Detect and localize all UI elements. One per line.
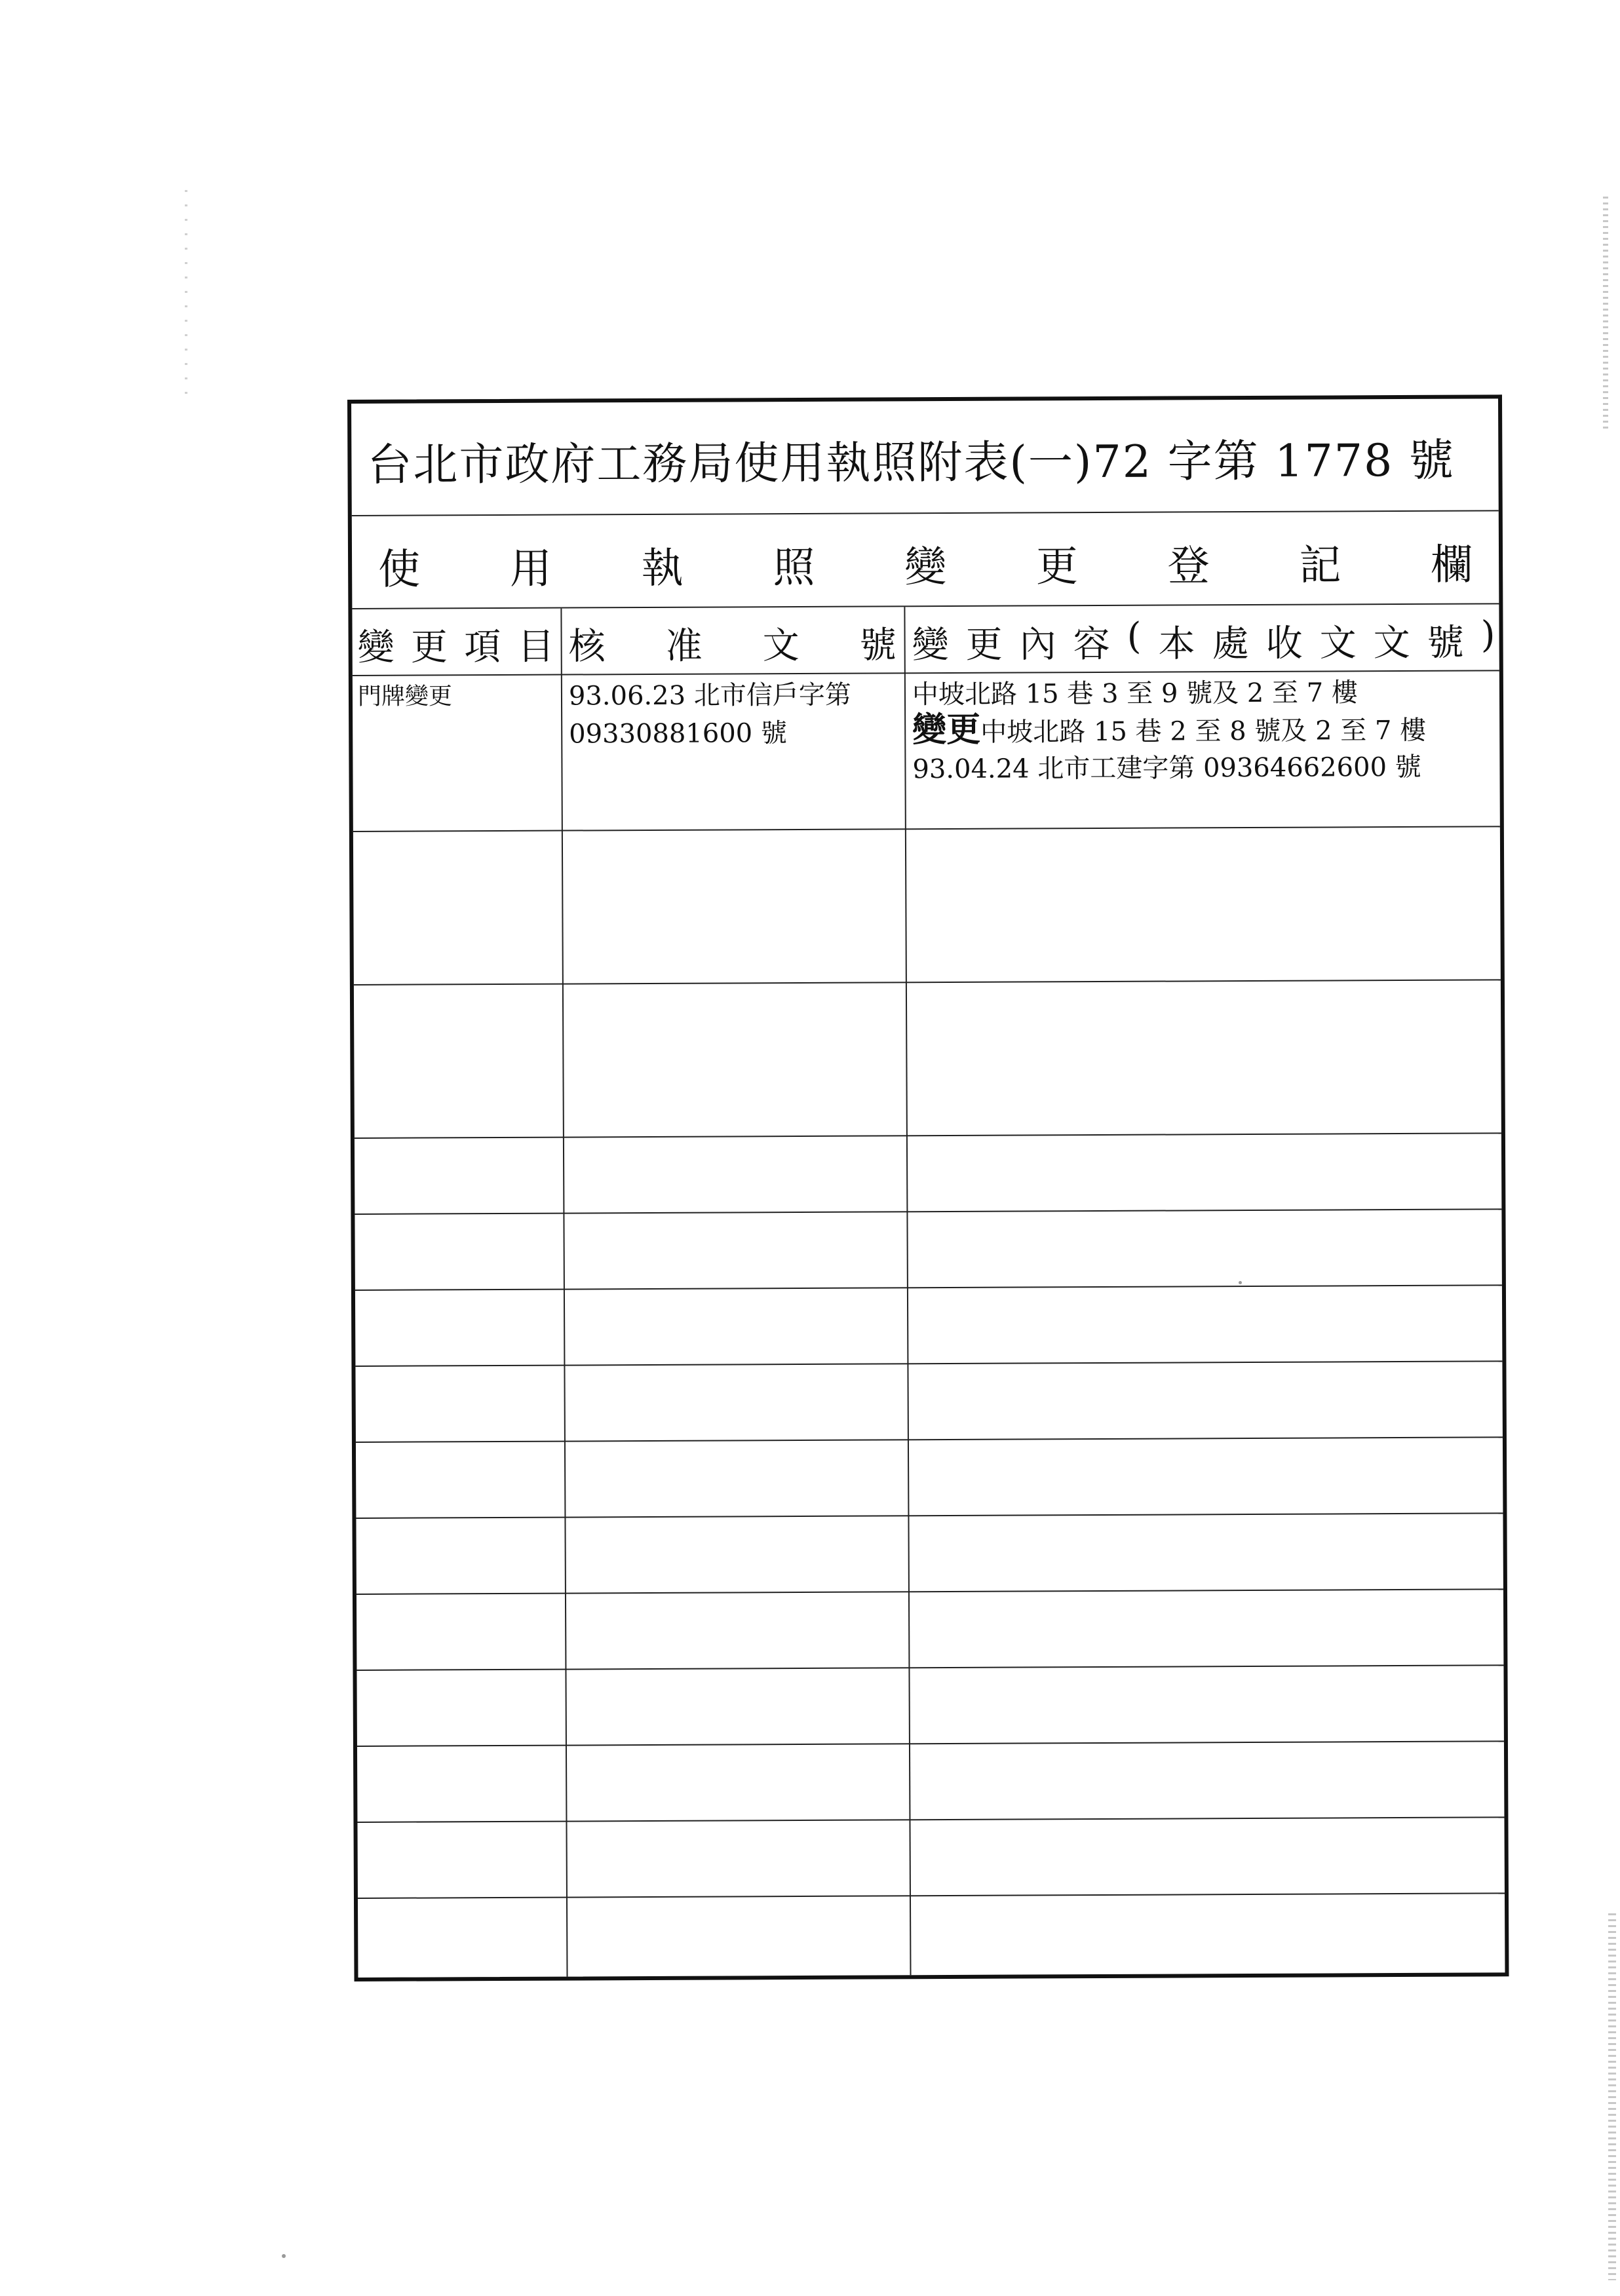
row-divider — [355, 1132, 1501, 1139]
scan-artifact — [1603, 197, 1608, 432]
entry-content-line2: 變更中坡北路 15 巷 2 至 8 號及 2 至 7 樓 — [912, 709, 1427, 750]
usage-license-change-form — [347, 394, 1509, 1981]
entry-approval-line2: 09330881600 號 — [569, 718, 787, 750]
row-divider — [356, 1436, 1503, 1443]
section-header-char: 照 — [773, 543, 815, 593]
form-title-row — [351, 398, 1499, 516]
form-title: 台北市政府工務局使用執照附表(一)72 字第 1778 號 — [367, 434, 1456, 491]
entry-change-item: 門牌變更 — [357, 683, 453, 710]
row-divider — [355, 1284, 1502, 1291]
column-header-change-item: 變 更 項 目 — [357, 625, 554, 669]
section-header-char: 使 — [377, 545, 421, 594]
row-divider — [355, 1360, 1502, 1367]
scan-artifact — [1608, 1913, 1616, 2280]
row-divider — [356, 1512, 1503, 1519]
row-divider — [353, 826, 1500, 832]
scan-speck — [282, 2254, 286, 2258]
change-register-table — [352, 604, 1505, 1978]
section-header-char: 變 — [904, 543, 947, 592]
row-divider — [358, 1892, 1505, 1899]
entry-content-line1: 中坡北路 15 巷 3 至 9 號及 2 至 7 樓 — [912, 678, 1358, 710]
section-header-char: 用 — [509, 545, 552, 594]
row-divider — [357, 1816, 1504, 1823]
section-header-char: 登 — [1167, 542, 1210, 591]
change-stamp-text: 變更 — [912, 709, 981, 750]
entry-content-line3: 93.04.24 北市工建字第 09364662600 號 — [912, 752, 1421, 785]
section-header-char: 執 — [641, 544, 684, 594]
row-divider — [357, 1740, 1504, 1747]
section-header-row — [352, 511, 1499, 609]
column-divider — [904, 607, 911, 1975]
column-header-approval-number: 核 准 文 號 — [568, 624, 897, 668]
entry-approval-line1: 93.06.23 北市信戶字第 — [568, 679, 851, 712]
section-header-char: 欄 — [1430, 541, 1473, 590]
column-header-change-content: 變 更 內 容 ( 本 處 收 文 文 號 ) — [912, 613, 1495, 667]
row-divider — [357, 1664, 1503, 1671]
section-header — [378, 531, 1473, 596]
scan-artifact — [185, 190, 187, 406]
row-divider — [354, 979, 1501, 985]
section-header-char: 記 — [1299, 541, 1341, 590]
row-divider — [355, 1208, 1501, 1215]
column-divider — [560, 609, 568, 1977]
row-divider — [357, 1588, 1503, 1595]
section-header-char: 更 — [1035, 543, 1079, 592]
